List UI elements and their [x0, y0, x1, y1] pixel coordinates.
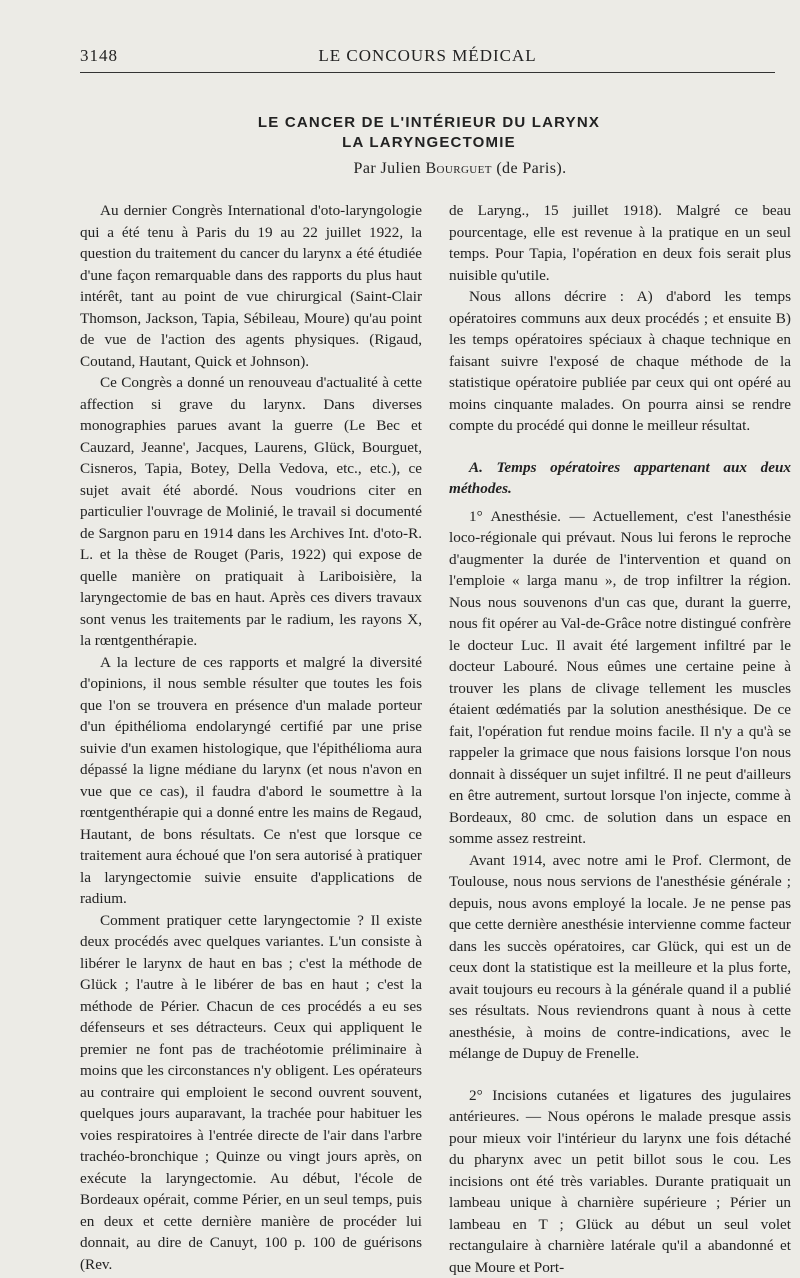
article-title-line1: LE CANCER DE L'INTÉRIEUR DU LARYNX [0, 114, 800, 131]
paragraph: A la lecture de ces rapports et malgré la diversité d'opinions, il nous semble résulter que toutes les fois que l'on se trouvera en présence d'un malade porteur d'un épithélioma endolaryngé certifié par une prise suivie d'un examen histologique, que l'épithélioma aura dépassé la ligne médiane du larynx (et nous n'avon en vue que ce cas), il faudra d'abord le soumettre à la rœntgenthérapie qui a donné entre les mains de Regaud, Hautant, de bons résultats. Ce n'est que lorsque ce traitement aura échoué que l'on sera autorisé à pratiquer la laryngectomie suivie ensuite d'applications de radium. [80, 652, 422, 910]
paragraph: Au dernier Congrès International d'oto-laryngologie qui a été tenu à Paris du 19 au 22 juillet 1922, la question du traitement du cancer du larynx a été étudiée d'une façon remarquable dans des rapports du plus haut intérêt, tant au point de vue chirurgical (Saint-Clair Thomson, Jackson, Tapia, Sébileau, Moure) qu'au point de vue de l'action des agents physiques. (Rigaud, Coutand, Hautant, Quick et Johnson). [80, 200, 422, 372]
right-column [449, 200, 791, 1278]
byline-suffix: (de Paris). [496, 160, 566, 177]
journal-title: LE CONCOURS MÉDICAL [80, 46, 775, 66]
byline-author: Bourguet [425, 160, 491, 177]
paragraph: 1° Anesthésie. — Actuellement, c'est l'anesthésie loco-régionale qui prévaut. Nous lui ferons le reproche d'augmenter la durée de l'intervention et quand on l'emploie « larga manu », de trop infiltrer la région. Nous nous souvenons d'un cas que, durant la guerre, nous fit opérer au Val-de-Grâce notre distingué confrère le docteur Luc. Il avait été largement infiltré par le docteur Labouré. Nous eûmes une certaine peine à trouver les plans de clivage tellement les muscles étaient œdématiés par la solution anesthésique. De ce fait, l'opération fut rendue moins facile. Il n'y a qu'à se rappeler la grimace que nous faisions lorsque l'on nous donnait à disséquer un sujet infiltré. Il ne peut d'ailleurs en être autrement, surtout lorsque l'on injecte, comme à Bordeaux, 80 cmc. de solution dans un espace en somme assez restreint. [449, 506, 791, 850]
article-title-line2: LA LARYNGECTOMIE [0, 134, 800, 151]
byline-prefix: Par Julien [354, 160, 422, 177]
section-heading: A. Temps opératoires appartenant aux deux méthodes. [449, 457, 791, 500]
left-column [80, 200, 422, 1275]
paragraph: Comment pratiquer cette laryngectomie ? Il existe deux procédés avec quelques variantes. L'un consiste à libérer le larynx de haut en bas ; c'est la méthode de Glück ; l'autre à le libérer de bas en haut ; c'est la méthode de Périer. Chacun de ces procédés a eu ses défenseurs et ses détracteurs. Ceux qui appliquent le premier ne font pas de trachéotomie préliminaire à moins que les circonstances n'y obligent. Les opérateurs au contraire qui emploient le second ouvrent souvent, quelques jours auparavant, la trachée pour habituer les voies respiratoires à l'entrée directe de l'air dans l'arbre trachéo-bronchique ; Quinze ou vingt jours après, on exécute la laryngectomie. Au début, l'école de Bordeaux opérait, comme Périer, en un seul temps, puis en deux et cette dernière manière de procéder lui donnait, au dire de Canuyt, 100 p. 100 de guérisons (Rev. [80, 910, 422, 1276]
byline [300, 160, 620, 178]
paragraph: 2° Incisions cutanées et ligatures des jugulaires antérieures. — Nous opérons le malade presque assis pour mieux voir l'intérieur du larynx une fois détaché du pharynx avec un petit billot sous le cou. Les incisions ont été très variables. Durante pratiquait un lambeau unique à charnière supérieure ; Périer un lambeau en T ; Glück au début un seul volet rectangulaire à charnière latérale qu'il a abandonné et que Moure et Port- [449, 1085, 791, 1278]
paragraph: Ce Congrès a donné un renouveau d'actualité à cette affection si grave du larynx. Dans diverses monographies parues avant la guerre (Le Bec et Cauzard, Jeanne', Jacques, Laurens, Glück, Bourguet, Cisneros, Tapia, Botey, Della Vedova, etc., etc.), ce sujet avait été abordé. Nous voudrions citer en particulier l'ouvrage de Molinié, le travail si documenté de Sargnon paru en 1914 dans les Archives Int. d'oto-R. L. et la thèse de Rouget (Paris, 1922) qui expose de quelle manière on pratiquait à Lariboisière, la laryngectomie de bas en haut. Après ces divers travaux sont venus les traitements par le radium, les rayons X, la rœntgenthérapie. [80, 372, 422, 652]
paragraph: Avant 1914, avec notre ami le Prof. Clermont, de Toulouse, nous nous servions de l'anesthésie générale ; depuis, nous avons employé la locale. Je ne pense pas que cette dernière anesthésie intervienne comme facteur dans les succès opératoires, car Glück, qui est un de ceux dont la statistique est la meilleure et la plus forte, avait toujours eu recours à la générale quand il a publié ses résultats. Nous reviendrons quant à nous à cette anesthésie, à moins de contre-indications, avec le mélange de Dupuy de Frenelle. [449, 850, 791, 1065]
page-number: 3148 [80, 46, 118, 66]
paragraph: de Laryng., 15 juillet 1918). Malgré ce beau pourcentage, elle est revenue à la pratique en un seul temps. Pour Tapia, l'opération en deux fois serait plus nuisible qu'utile. [449, 200, 791, 286]
paragraph: Nous allons décrire : A) d'abord les temps opératoires communs aux deux procédés ; et ensuite B) les temps opératoires spéciaux à chaque technique en faisant suivre l'exposé de chaque méthode de la statistique opératoire publiée par ceux qui ont opéré au moins cinquante malades. On pourra ainsi se rendre compte du procédé qui donne le meilleur résultat. [449, 286, 791, 437]
running-header [80, 44, 775, 73]
